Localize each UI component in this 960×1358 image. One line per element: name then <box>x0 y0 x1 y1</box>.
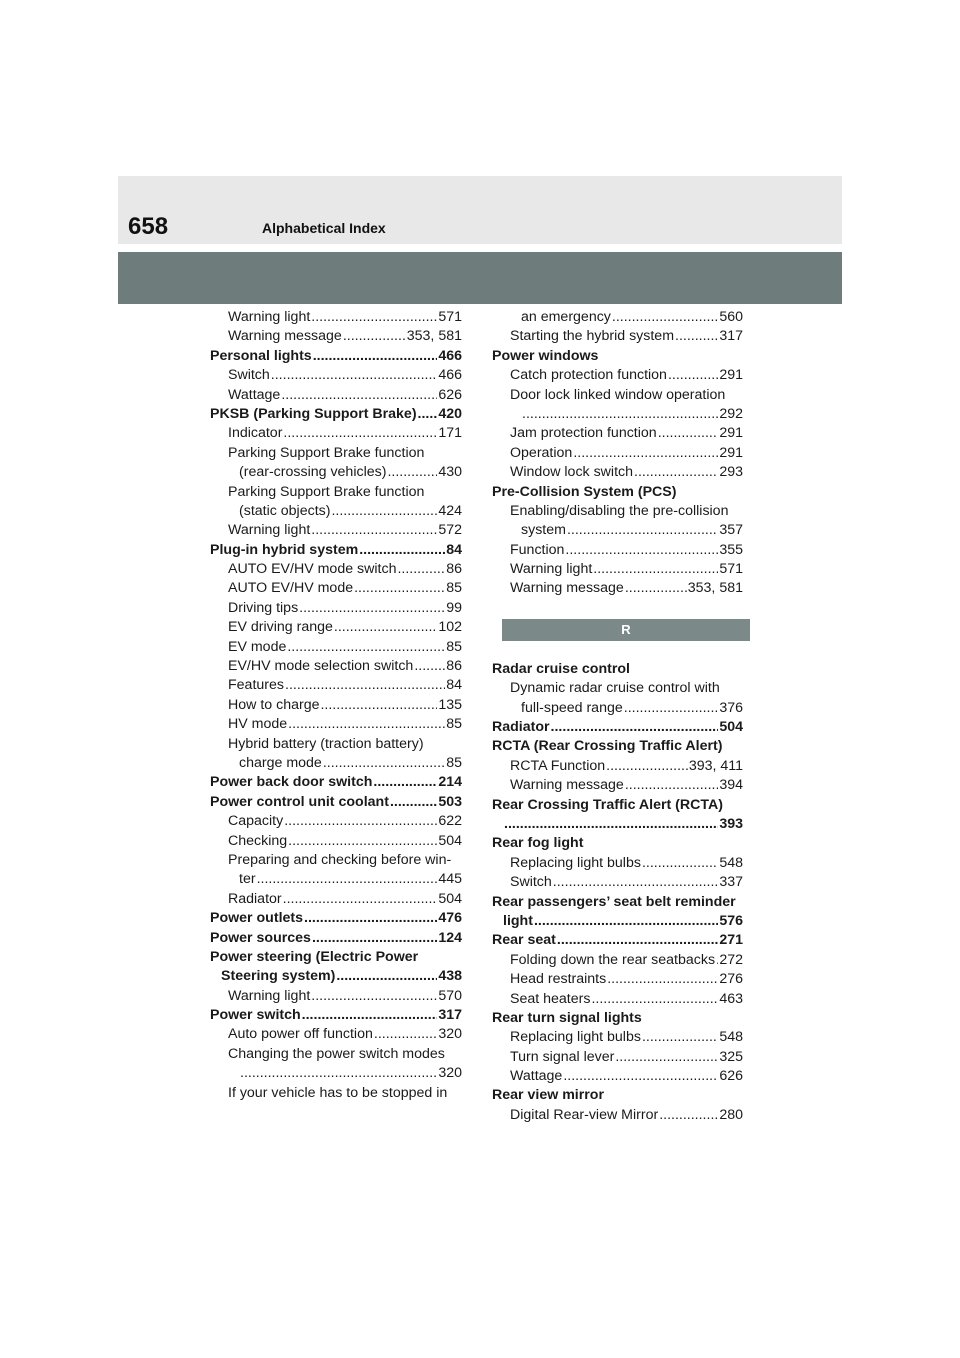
index-entry-term: Plug-in hybrid system <box>210 541 359 558</box>
index-entry-term: charge mode <box>239 754 322 771</box>
index-entry-term: Switch <box>510 874 552 891</box>
index-entry-term: Radar cruise control <box>492 660 630 677</box>
dot-leader <box>288 832 437 851</box>
index-entry-term: Power control unit coolant <box>210 793 389 810</box>
index-entry <box>492 951 743 970</box>
index-entry-term: Changing the power switch modes <box>228 1045 445 1062</box>
index-entry-page: 85 <box>446 580 462 597</box>
dot-leader <box>658 424 719 443</box>
index-entry-term: Warning message <box>510 580 624 597</box>
index-entry-term: Warning light <box>228 987 311 1004</box>
index-entry-page: 445 <box>438 871 462 888</box>
index-entry-page: 353, 581 <box>687 580 743 597</box>
dot-leader <box>334 618 437 637</box>
index-entry <box>492 796 743 815</box>
index-entry-term: Operation <box>510 444 573 461</box>
index-entry-term: RCTA (Rear Crossing Traffic Alert) <box>492 738 723 755</box>
index-entry <box>492 327 743 346</box>
index-entry <box>210 773 462 792</box>
index-entry-term: Starting the hybrid system <box>510 328 675 345</box>
dot-leader <box>606 757 688 776</box>
dot-leader <box>418 405 438 424</box>
index-entry-page: 424 <box>438 502 462 519</box>
index-entry-term: Function <box>510 541 565 558</box>
index-entry <box>492 1086 743 1105</box>
index-entry-term: Warning message <box>510 777 624 794</box>
index-entry <box>210 890 462 909</box>
index-entry <box>210 386 462 405</box>
index-right-top-list <box>492 308 743 599</box>
index-entry-page: 84 <box>446 677 462 694</box>
index-entry-term: Turn signal lever <box>510 1048 615 1065</box>
index-entry-page: 85 <box>446 716 462 733</box>
index-entry <box>492 347 743 366</box>
index-entry <box>492 1028 743 1047</box>
dot-leader <box>359 541 445 560</box>
index-entry-term: Features <box>228 677 284 694</box>
dot-leader <box>343 327 406 346</box>
dot-leader <box>311 521 437 540</box>
index-entry-term: ter <box>239 871 256 888</box>
index-entry <box>492 463 743 482</box>
index-entry <box>210 832 462 851</box>
index-entry-page: 393, 411 <box>688 757 743 774</box>
index-entry <box>210 1025 462 1044</box>
index-entry <box>492 1067 743 1086</box>
index-entry-term: (rear-crossing vehicles) <box>239 464 387 481</box>
index-entry-page: 504 <box>438 890 462 907</box>
dot-leader <box>551 718 719 737</box>
index-entry-page: 571 <box>438 309 462 325</box>
index-entry-page: 503 <box>438 793 462 810</box>
index-entry <box>210 560 462 579</box>
index-entry <box>210 909 462 928</box>
section-r-label: R <box>621 622 631 638</box>
index-entry <box>210 696 462 715</box>
index-entry-term: Folding down the rear seatbacks <box>510 951 716 968</box>
index-entry <box>492 366 743 385</box>
index-entry-term: Auto power off function <box>228 1026 373 1043</box>
index-entry-page: 320 <box>438 1065 462 1082</box>
index-entry-page: 171 <box>438 425 462 442</box>
dot-leader <box>271 366 438 385</box>
index-entry-term: AUTO EV/HV mode switch <box>228 561 397 578</box>
index-entry-page: 102 <box>438 619 462 636</box>
index-entry-term: Steering system) <box>221 968 336 985</box>
index-entry-page: 357 <box>719 522 743 539</box>
index-entry-term: Warning message <box>228 328 342 345</box>
dot-leader <box>593 560 718 579</box>
dot-leader <box>373 773 437 792</box>
dot-leader <box>625 579 687 598</box>
index-entry-term: Rear passengers’ seat belt reminder <box>492 893 736 910</box>
index-entry-term: Enabling/disabling the pre-collision <box>510 502 729 519</box>
index-entry-page: 353, 581 <box>406 328 462 345</box>
index-entry-page: 572 <box>438 522 462 539</box>
dot-leader <box>288 715 445 734</box>
index-entry <box>210 812 462 831</box>
index-entry-page: 292 <box>719 405 743 422</box>
index-entry-page: 276 <box>719 971 743 988</box>
index-entry-term: Power steering (Electric Power <box>210 948 419 965</box>
index-entry-page: 86 <box>446 658 462 675</box>
index-entry <box>492 990 743 1009</box>
index-entry-term: Radiator <box>228 890 282 907</box>
index-entry-page: 124 <box>438 929 462 946</box>
dot-leader <box>563 1067 718 1086</box>
index-entry <box>492 1106 743 1125</box>
index-entry <box>492 424 743 443</box>
index-entry <box>492 757 743 776</box>
index-entry-term: PKSB (Parking Support Brake) <box>210 405 417 422</box>
index-entry <box>210 502 462 521</box>
index-entry-term: Warning light <box>510 561 593 578</box>
index-entry <box>210 483 462 502</box>
index-entry-page: 317 <box>438 1007 462 1024</box>
index-entry-term: Replacing light bulbs <box>510 1029 641 1046</box>
index-entry-term: Rear Crossing Traffic Alert (RCTA) <box>492 796 723 813</box>
index-entry <box>210 657 462 676</box>
dot-leader <box>591 990 718 1009</box>
index-entry <box>492 718 743 737</box>
index-entry-page: 291 <box>719 444 743 461</box>
index-entry-term: Warning light <box>228 522 311 539</box>
index-entry-page: 86 <box>446 561 462 578</box>
index-entry-term: Rear view mirror <box>492 1087 604 1104</box>
header-gray-bar <box>118 252 842 304</box>
index-entry-term: Radiator <box>492 719 550 736</box>
index-entry-term: full-speed range <box>521 699 623 716</box>
index-entry <box>492 815 743 834</box>
dot-leader <box>285 676 445 695</box>
dot-leader <box>397 560 445 579</box>
index-entry <box>210 851 462 870</box>
dot-leader <box>612 308 718 327</box>
index-entry-term: Catch protection function <box>510 367 667 384</box>
index-entry <box>210 638 462 657</box>
dot-leader <box>659 1106 718 1125</box>
dot-leader <box>284 812 437 831</box>
index-entry-page: 571 <box>719 561 743 578</box>
index-entry-page: 570 <box>438 987 462 1004</box>
index-entry-term: Parking Support Brake function <box>228 444 425 461</box>
index-column-left <box>210 308 462 1103</box>
dot-leader <box>311 308 437 327</box>
dot-leader <box>287 638 445 657</box>
index-entry <box>492 521 743 540</box>
index-entry-page: 271 <box>719 932 743 949</box>
dot-leader <box>553 873 719 892</box>
dot-leader <box>615 1048 718 1067</box>
index-entry-page: 85 <box>446 638 462 655</box>
index-entry-page: 548 <box>719 854 743 871</box>
index-entry <box>210 444 462 463</box>
index-entry <box>210 366 462 385</box>
dot-leader <box>387 463 437 482</box>
index-entry-page: 463 <box>719 990 743 1007</box>
dot-leader <box>565 541 718 560</box>
index-entry <box>210 327 462 346</box>
index-entry-term: Switch <box>228 367 270 384</box>
index-entry-term: Replacing light bulbs <box>510 854 641 871</box>
dot-leader <box>534 912 718 931</box>
index-entry-page: 325 <box>719 1048 743 1065</box>
index-entry-term: Window lock switch <box>510 464 633 481</box>
dot-leader <box>634 463 718 482</box>
index-entry <box>492 873 743 892</box>
header-band <box>118 176 842 244</box>
index-entry-page: 280 <box>719 1106 743 1123</box>
dot-leader <box>299 599 445 618</box>
index-entry <box>210 1084 462 1103</box>
index-entry <box>492 560 743 579</box>
index-entry-page: 214 <box>438 774 462 791</box>
index-entry-term: Rear seat <box>492 932 556 949</box>
index-entry <box>210 754 462 773</box>
dot-leader <box>283 890 438 909</box>
page-number: 658 <box>128 213 169 240</box>
index-entry-page: 622 <box>438 813 462 830</box>
index-entry-page: 626 <box>438 386 462 403</box>
index-entry-page: 438 <box>438 968 462 985</box>
index-entry <box>492 893 743 912</box>
index-entry <box>492 308 743 327</box>
index-entry <box>210 967 462 986</box>
index-entry <box>492 912 743 931</box>
index-entry-term: Head restraints <box>510 971 607 988</box>
index-entry <box>210 948 462 967</box>
dot-leader <box>504 815 718 834</box>
index-entry-page: 626 <box>719 1068 743 1085</box>
index-entry-page: 430 <box>438 464 462 481</box>
dot-leader <box>642 1028 718 1047</box>
dot-leader <box>716 951 718 970</box>
index-entry-term: Power outlets <box>210 910 304 927</box>
index-entry-term: Jam protection function <box>510 425 657 442</box>
index-entry <box>492 386 743 405</box>
index-entry-page: 317 <box>719 328 743 345</box>
index-entry <box>492 405 743 424</box>
dot-leader <box>625 776 719 795</box>
index-entry <box>210 870 462 889</box>
index-entry <box>210 987 462 1006</box>
index-entry <box>210 735 462 754</box>
index-entry-term: Hybrid battery (traction battery) <box>228 735 424 752</box>
index-entry <box>492 776 743 795</box>
index-entry <box>492 483 743 502</box>
index-entry <box>210 715 462 734</box>
index-entry-term: Power back door switch <box>210 774 373 791</box>
index-entry-page: 576 <box>719 912 743 929</box>
index-entry <box>492 579 743 598</box>
index-entry <box>492 679 743 698</box>
index-entry <box>210 929 462 948</box>
index-column-right <box>492 308 743 1125</box>
index-entry <box>492 931 743 950</box>
dot-leader <box>414 657 445 676</box>
index-entry-page: 476 <box>438 910 462 927</box>
index-entry-page: 548 <box>719 1029 743 1046</box>
index-entry <box>492 699 743 718</box>
index-entry-page: 272 <box>719 951 743 968</box>
index-entry-page: 420 <box>438 405 462 422</box>
dot-leader <box>281 386 437 405</box>
index-entry-term: Wattage <box>510 1068 563 1085</box>
index-entry <box>492 444 743 463</box>
index-entry <box>210 1006 462 1025</box>
index-entry <box>210 424 462 443</box>
dot-leader <box>675 327 718 346</box>
index-entry-term: Dynamic radar cruise control with <box>510 680 720 697</box>
index-entry <box>210 618 462 637</box>
index-entry-term: light <box>503 912 533 929</box>
index-entry-term: (static objects) <box>239 502 331 519</box>
index-entry <box>492 502 743 521</box>
index-entry-page: 394 <box>719 777 743 794</box>
index-entry-term: Parking Support Brake function <box>228 483 425 500</box>
index-entry-term: Personal lights <box>210 347 312 364</box>
index-entry-page: 560 <box>719 309 743 325</box>
index-entry-page: 320 <box>438 1026 462 1043</box>
index-entry <box>210 676 462 695</box>
index-entry <box>210 308 462 327</box>
index-entry-page: 84 <box>446 541 462 558</box>
index-entry-term: Power switch <box>210 1007 301 1024</box>
index-entry <box>210 793 462 812</box>
dot-leader <box>320 696 437 715</box>
index-entry-term: Rear turn signal lights <box>492 1009 642 1026</box>
index-entry-page: 504 <box>438 832 462 849</box>
dot-leader <box>573 444 718 463</box>
index-entry-term: Preparing and checking before win- <box>228 851 452 868</box>
index-entry-term: Warning light <box>228 309 311 325</box>
index-entry-term: Digital Rear-view Mirror <box>510 1106 659 1123</box>
dot-leader <box>312 929 437 948</box>
index-entry-page: 355 <box>719 541 743 558</box>
dot-leader <box>522 405 718 424</box>
dot-leader <box>354 579 445 598</box>
index-entry <box>210 579 462 598</box>
index-entry <box>492 834 743 853</box>
index-entry-term: Power sources <box>210 929 311 946</box>
index-entry <box>210 521 462 540</box>
dot-leader <box>390 793 437 812</box>
dot-leader <box>567 521 718 540</box>
dot-leader <box>607 970 718 989</box>
index-entry-term: HV mode <box>228 716 288 733</box>
index-entry-page: 466 <box>438 367 462 384</box>
dot-leader <box>311 987 437 1006</box>
dot-leader <box>313 347 438 366</box>
index-entry-term: Rear fog light <box>492 835 584 852</box>
dot-leader <box>302 1006 438 1025</box>
dot-leader <box>283 424 437 443</box>
dot-leader <box>304 909 437 928</box>
index-entry-page: 504 <box>719 719 743 736</box>
index-entry <box>492 541 743 560</box>
dot-leader <box>336 967 437 986</box>
index-entry-page: 291 <box>719 367 743 384</box>
index-entry-term: Pre-Collision System (PCS) <box>492 483 677 500</box>
index-entry-page: 85 <box>446 754 462 771</box>
index-entry-term: How to charge <box>228 696 320 713</box>
index-entry-term: If your vehicle has to be stopped in <box>228 1084 448 1101</box>
index-entry-term: Driving tips <box>228 599 299 616</box>
index-entry-page: 293 <box>719 464 743 481</box>
index-entry-page: 99 <box>446 599 462 616</box>
index-entry-term: EV driving range <box>228 619 333 636</box>
index-entry-term: RCTA Function <box>510 757 606 774</box>
index-entry <box>210 1045 462 1064</box>
dot-leader <box>557 931 718 950</box>
index-entry-term: AUTO EV/HV mode <box>228 580 354 597</box>
index-entry <box>210 405 462 424</box>
index-entry-term: an emergency <box>521 309 611 325</box>
index-entry <box>492 1048 743 1067</box>
index-entry-page: 291 <box>719 425 743 442</box>
dot-leader <box>624 699 719 718</box>
dot-leader <box>240 1064 437 1083</box>
index-entry <box>210 347 462 366</box>
index-entry-term: Door lock linked window operation <box>510 386 726 403</box>
index-entry-term: EV mode <box>228 638 287 655</box>
index-entry-term: Checking <box>228 832 288 849</box>
dot-leader <box>668 366 718 385</box>
index-entry <box>210 463 462 482</box>
dot-leader <box>642 854 718 873</box>
index-entry-term: Wattage <box>228 386 281 403</box>
index-entry-term: EV/HV mode selection switch <box>228 658 414 675</box>
dot-leader <box>331 502 437 521</box>
index-entry <box>492 737 743 756</box>
index-entry-term: Capacity <box>228 813 284 830</box>
dot-leader <box>323 754 445 773</box>
section-r-header <box>502 619 750 641</box>
index-entry <box>492 1009 743 1028</box>
index-entry <box>210 599 462 618</box>
index-entry-page: 135 <box>438 696 462 713</box>
dot-leader <box>374 1025 437 1044</box>
index-entry-term: Power windows <box>492 347 599 364</box>
index-entry-page: 376 <box>719 699 743 716</box>
index-entry-page: 466 <box>438 347 462 364</box>
index-entry-term: Seat heaters <box>510 990 591 1007</box>
index-entry <box>210 541 462 560</box>
index-entry-page: 393 <box>719 815 743 832</box>
index-entry-term: Indicator <box>228 425 283 442</box>
dot-leader <box>257 870 438 889</box>
index-entry <box>492 660 743 679</box>
index-entry-page: 337 <box>719 874 743 891</box>
index-entry-term: system <box>521 522 566 539</box>
section-title: Alphabetical Index <box>262 220 386 236</box>
index-entry <box>210 1064 462 1083</box>
index-entry <box>492 854 743 873</box>
index-right-bottom-list <box>492 660 743 1125</box>
index-entry <box>492 970 743 989</box>
